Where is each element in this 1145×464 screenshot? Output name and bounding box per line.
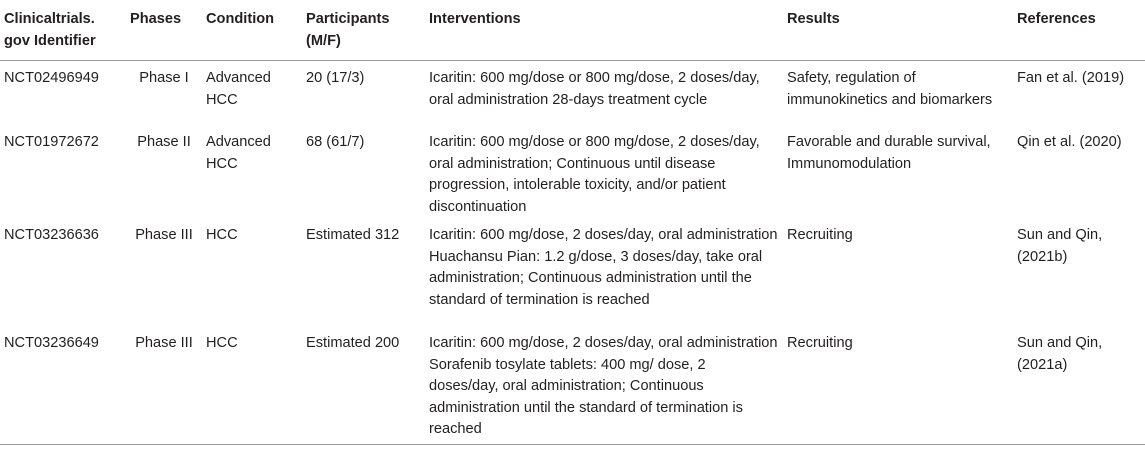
cell-participants: Estimated 200 xyxy=(302,326,425,444)
cell-interventions: Icaritin: 600 mg/dose, 2 doses/day, oral administration Huachansu Pian: 1.2 g/dose, 3 doses/day, take oral administration; Continuous administration until the standard of termination is reached xyxy=(429,227,778,308)
cell-phase: Phase I xyxy=(139,70,189,86)
cell-phase: Phase III xyxy=(135,227,193,243)
cell-identifier: NCT02496949 xyxy=(4,70,99,86)
cell-participants: 20 (17/3) xyxy=(306,70,365,86)
cell-reference: Qin et al. (2020) xyxy=(1017,134,1122,150)
table-row xyxy=(0,218,1145,326)
header-participants: Participants (M/F) xyxy=(302,0,425,61)
cell-interventions: Icaritin: 600 mg/dose or 800 mg/dose, 2 doses/day, oral administration 28-days treatment cycle xyxy=(429,70,760,108)
header-results: Results xyxy=(783,0,1013,61)
cell-condition: HCC xyxy=(202,326,302,444)
cell-reference: Fan et al. (2019) xyxy=(1017,70,1125,86)
cell-phase: Phase III xyxy=(126,326,202,444)
table-header xyxy=(0,0,1145,61)
header-condition: Condition xyxy=(202,0,302,61)
table-body xyxy=(0,61,1145,445)
cell-identifier: NCT03236649 xyxy=(0,326,126,444)
header-row xyxy=(0,0,1145,61)
cell-phase: Phase II xyxy=(137,134,191,150)
cell-results: Favorable and durable survival, Immunomodulation xyxy=(787,134,991,172)
cell-participants: 68 (61/7) xyxy=(306,134,365,150)
cell-results: Recruiting xyxy=(787,227,853,243)
header-interventions: Interventions xyxy=(425,0,783,61)
cell-reference: Sun and Qin, (2021b) xyxy=(1017,227,1103,265)
cell-interventions: Icaritin: 600 mg/dose, 2 doses/day, oral administration Sorafenib tosylate tablets: 400 mg/ dose, 2 doses/day, oral administration; Continuous administration until the standard of termination is reached xyxy=(425,326,783,444)
table-row xyxy=(0,326,1145,444)
table-row xyxy=(0,61,1145,126)
cell-participants: Estimated 312 xyxy=(306,227,400,243)
cell-interventions: Icaritin: 600 mg/dose or 800 mg/dose, 2 doses/day, oral administration; Continuous until disease progression, intolerable toxicity, and/or patient discontinuation xyxy=(429,134,760,215)
cell-identifier: NCT01972672 xyxy=(4,134,99,150)
cell-reference: Sun and Qin, (2021a) xyxy=(1013,326,1145,444)
table-row xyxy=(0,125,1145,218)
cell-results: Safety, regulation of immunokinetics and biomarkers xyxy=(787,70,993,108)
cell-results: Recruiting xyxy=(783,326,1013,444)
cell-condition: Advanced HCC xyxy=(206,70,271,108)
cell-identifier: NCT03236636 xyxy=(4,227,99,243)
cell-condition: Advanced HCC xyxy=(206,134,271,172)
header-phases: Phases xyxy=(126,0,202,61)
cell-condition: HCC xyxy=(206,227,238,243)
header-identifier: Clinicaltrials. gov Identifier xyxy=(0,0,126,61)
header-references: References xyxy=(1013,0,1145,61)
